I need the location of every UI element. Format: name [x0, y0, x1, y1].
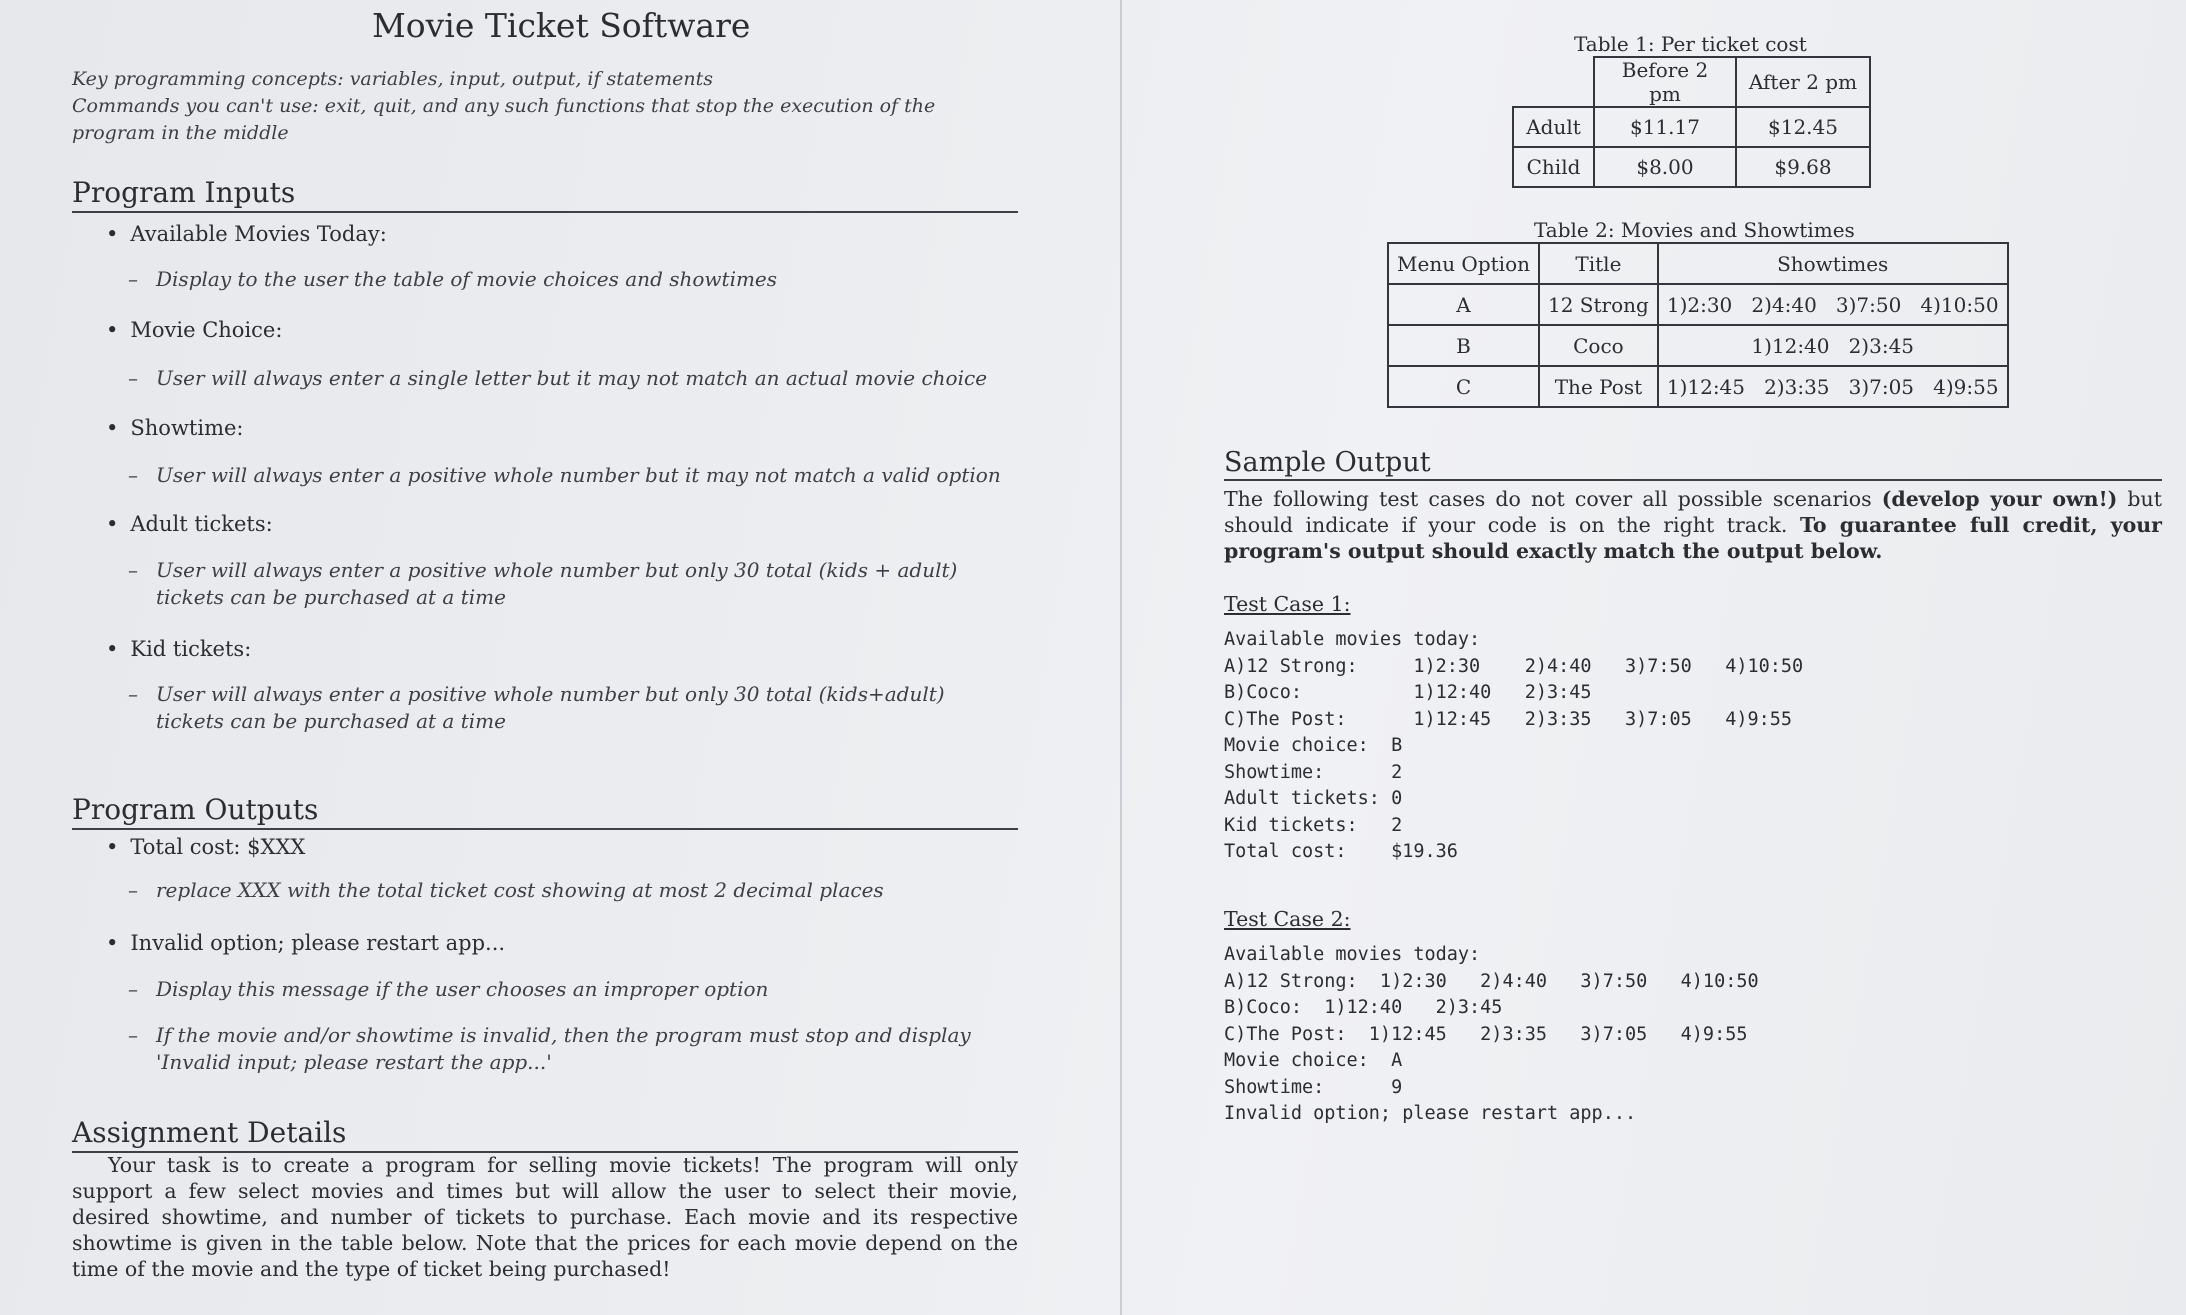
input-item: • Adult tickets:: [106, 512, 273, 536]
table-header: After 2 pm: [1736, 57, 1870, 107]
table-cell: B: [1388, 325, 1539, 366]
table-header: Menu Option: [1388, 243, 1539, 284]
input-item: • Showtime:: [106, 416, 244, 440]
test-case-1-heading: Test Case 1:: [1224, 592, 1351, 616]
output-item: • Invalid option; please restart app...: [106, 931, 505, 955]
input-item: • Kid tickets:: [106, 637, 251, 661]
table-cell: $11.17: [1594, 107, 1736, 147]
table-row: [1513, 57, 1870, 107]
table-cell: [1513, 57, 1594, 107]
input-note: – User will always enter a positive whole number but only 30 total (kids + adult) tickets can be purchased at a time: [128, 558, 958, 609]
table-cell: 1)12:45 2)3:35 3)7:05 4)9:55: [1658, 366, 2008, 407]
table-header: Title: [1539, 243, 1658, 284]
table-cell: $12.45: [1736, 107, 1870, 147]
console-line: Available movies today:: [1224, 629, 1481, 650]
ticket-cost-table: [1512, 56, 1871, 188]
table-row: [1388, 284, 2008, 325]
table-cell: $8.00: [1594, 147, 1736, 187]
input-note: – User will always enter a positive whole number but it may not match a valid option: [128, 463, 1001, 487]
console-line: Kid tickets: 2: [1224, 814, 1403, 836]
section-heading-inputs: Program Inputs: [72, 176, 1018, 213]
console-line: Adult tickets: 0: [1224, 788, 1403, 809]
table-row: [1513, 107, 1870, 147]
console-line: Showtime: 2: [1224, 761, 1403, 783]
table-row: [1513, 147, 1870, 187]
console-line: A)12 Strong: 1)2:30 2)4:40 3)7:50 4)10:50: [1224, 655, 1804, 677]
movies-table: [1387, 242, 2009, 408]
table-header: Before 2 pm: [1594, 57, 1736, 107]
output-note: – If the movie and/or showtime is invalid, then the program must stop and display 'Invalid input; please restart the app...': [128, 1023, 971, 1074]
input-item: • Available Movies Today:: [106, 222, 387, 246]
console-line: C)The Post: 1)12:45 2)3:35 3)7:05 4)9:55: [1224, 1023, 1748, 1045]
assignment-text: Your task is to create a program for selling movie tickets! The program will only support a few select movies and times but will allow the user to select their movie, desired showtime, and number of tickets to purchase. Each movie and its respective showtime is given in the table below. Note that the prices for each movie depend on the time of the movie and the type of ticket being purchased!: [72, 1153, 1018, 1281]
test-case-1-output: [1224, 627, 1803, 866]
input-note: – User will always enter a positive whole number but only 30 total (kids+adult) tickets can be purchased at a time: [128, 682, 945, 733]
console-line: Movie choice: A: [1224, 1050, 1403, 1071]
console-line: Movie choice: B: [1224, 735, 1403, 756]
output-note: – replace XXX with the total ticket cost showing at most 2 decimal places: [128, 878, 884, 902]
page-divider: [1120, 0, 1122, 1315]
console-line: Invalid option; please restart app...: [1224, 1103, 1637, 1124]
restrictions-line: Commands you can't use: exit, quit, and any such functions that stop the execution of the program in the middle: [72, 95, 936, 144]
test-case-2-output: [1224, 942, 1759, 1128]
page-title: Movie Ticket Software: [372, 6, 751, 45]
console-line: A)12 Strong: 1)2:30 2)4:40 3)7:50 4)10:50: [1224, 970, 1759, 992]
table-row: [1388, 325, 2008, 366]
table-cell: Coco: [1539, 325, 1658, 366]
table-cell: 1)2:30 2)4:40 3)7:50 4)10:50: [1658, 284, 2008, 325]
console-line: Showtime: 9: [1224, 1076, 1403, 1098]
section-heading-sample-output: Sample Output: [1224, 447, 2162, 481]
table-cell: $9.68: [1736, 147, 1870, 187]
output-item: • Total cost: $XXX: [106, 835, 305, 859]
table-header: Showtimes: [1658, 243, 2008, 284]
sample-intro: The following test cases do not cover all possible scenarios (develop your own!) but should indicate if your code is on the right track. To guarantee full credit, your program's output should exactly match the output below.: [1224, 487, 2162, 563]
concepts-line: Key programming concepts: variables, input, output, if statements: [72, 68, 714, 90]
console-line: B)Coco: 1)12:40 2)3:45: [1224, 997, 1503, 1018]
section-heading-outputs: Program Outputs: [72, 793, 1018, 830]
input-note: – User will always enter a single letter but it may not match an actual movie choice: [128, 366, 988, 390]
input-note: – Display to the user the table of movie choices and showtimes: [128, 267, 778, 291]
input-item: • Movie Choice:: [106, 318, 282, 342]
console-line: C)The Post: 1)12:45 2)3:35 3)7:05 4)9:55: [1224, 708, 1793, 730]
concepts-block: [72, 66, 1018, 147]
row-label: Adult: [1513, 107, 1594, 147]
table-row: [1388, 366, 2008, 407]
table-cell: 12 Strong: [1539, 284, 1658, 325]
console-line: Available movies today:: [1224, 944, 1481, 965]
table-row: [1388, 243, 2008, 284]
table-cell: C: [1388, 366, 1539, 407]
console-line: B)Coco: 1)12:40 2)3:45: [1224, 682, 1592, 703]
table2-caption: Table 2: Movies and Showtimes: [1534, 218, 1855, 242]
test-case-2-heading: Test Case 2:: [1224, 907, 1351, 931]
console-line: Total cost: $19.36: [1224, 841, 1458, 862]
table-cell: A: [1388, 284, 1539, 325]
table1-caption: Table 1: Per ticket cost: [1574, 32, 1807, 56]
table-cell: The Post: [1539, 366, 1658, 407]
row-label: Child: [1513, 147, 1594, 187]
table-cell: 1)12:40 2)3:45: [1658, 325, 2008, 366]
section-heading-assignment: Assignment Details: [72, 1116, 1018, 1153]
output-note: – Display this message if the user chooses an improper option: [128, 977, 769, 1001]
